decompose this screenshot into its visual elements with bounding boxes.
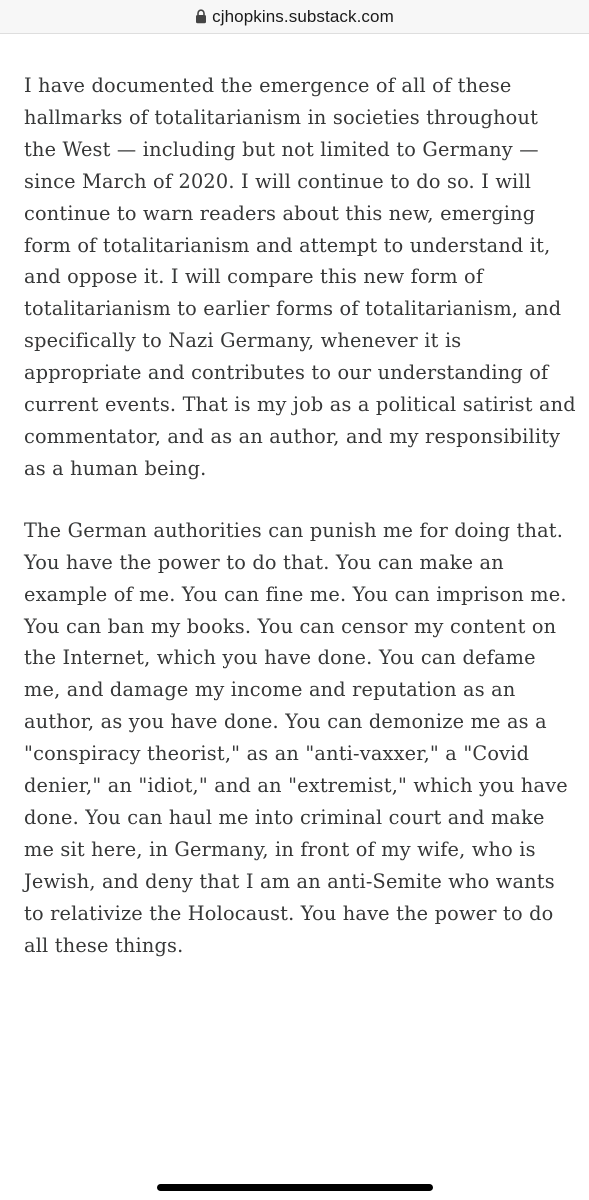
- url-text: cjhopkins.substack.com: [212, 6, 394, 26]
- url-display[interactable]: [195, 7, 394, 27]
- home-indicator[interactable]: [157, 1184, 433, 1191]
- lock-icon: [195, 9, 207, 24]
- article-paragraph-2: The German authorities can punish me for doing that. You have the power to do that. You can make an example of me. You can fine me. You can imprison me. You can ban my books. You can censor my content on the Internet, which you have done. You can defame me, and damage my income and reputation as an author, as you have done. You can demonize me as a "conspiracy theorist," as an "anti-vaxxer," a "Covid denier," an "idiot," and an "extremist," which you have done. You can haul me into criminal court and make me sit here, in Germany, in front of my wife, who is Jewish, and deny that I am an anti-Semite who wants to relativize the Holocaust. You have the power to do all these things.: [24, 518, 568, 957]
- article-paragraph-1: I have documented the emergence of all of these hallmarks of totalitarianism in societies throughout the West — including but not limited to Germany — since March of 2020. I will continue to do so. I will continue to warn readers about this new, emerging form of totalitarianism and attempt to understand it, and oppose it. I will compare this new form of totalitarianism to earlier forms of totalitarianism, and specifically to Nazi Germany, whenever it is appropriate and contributes to our understanding of current events. That is my job as a political satirist and commentator, and as an author, and my responsibility as a human being.: [24, 74, 576, 480]
- browser-address-bar[interactable]: [0, 0, 589, 34]
- article-body: [24, 70, 576, 991]
